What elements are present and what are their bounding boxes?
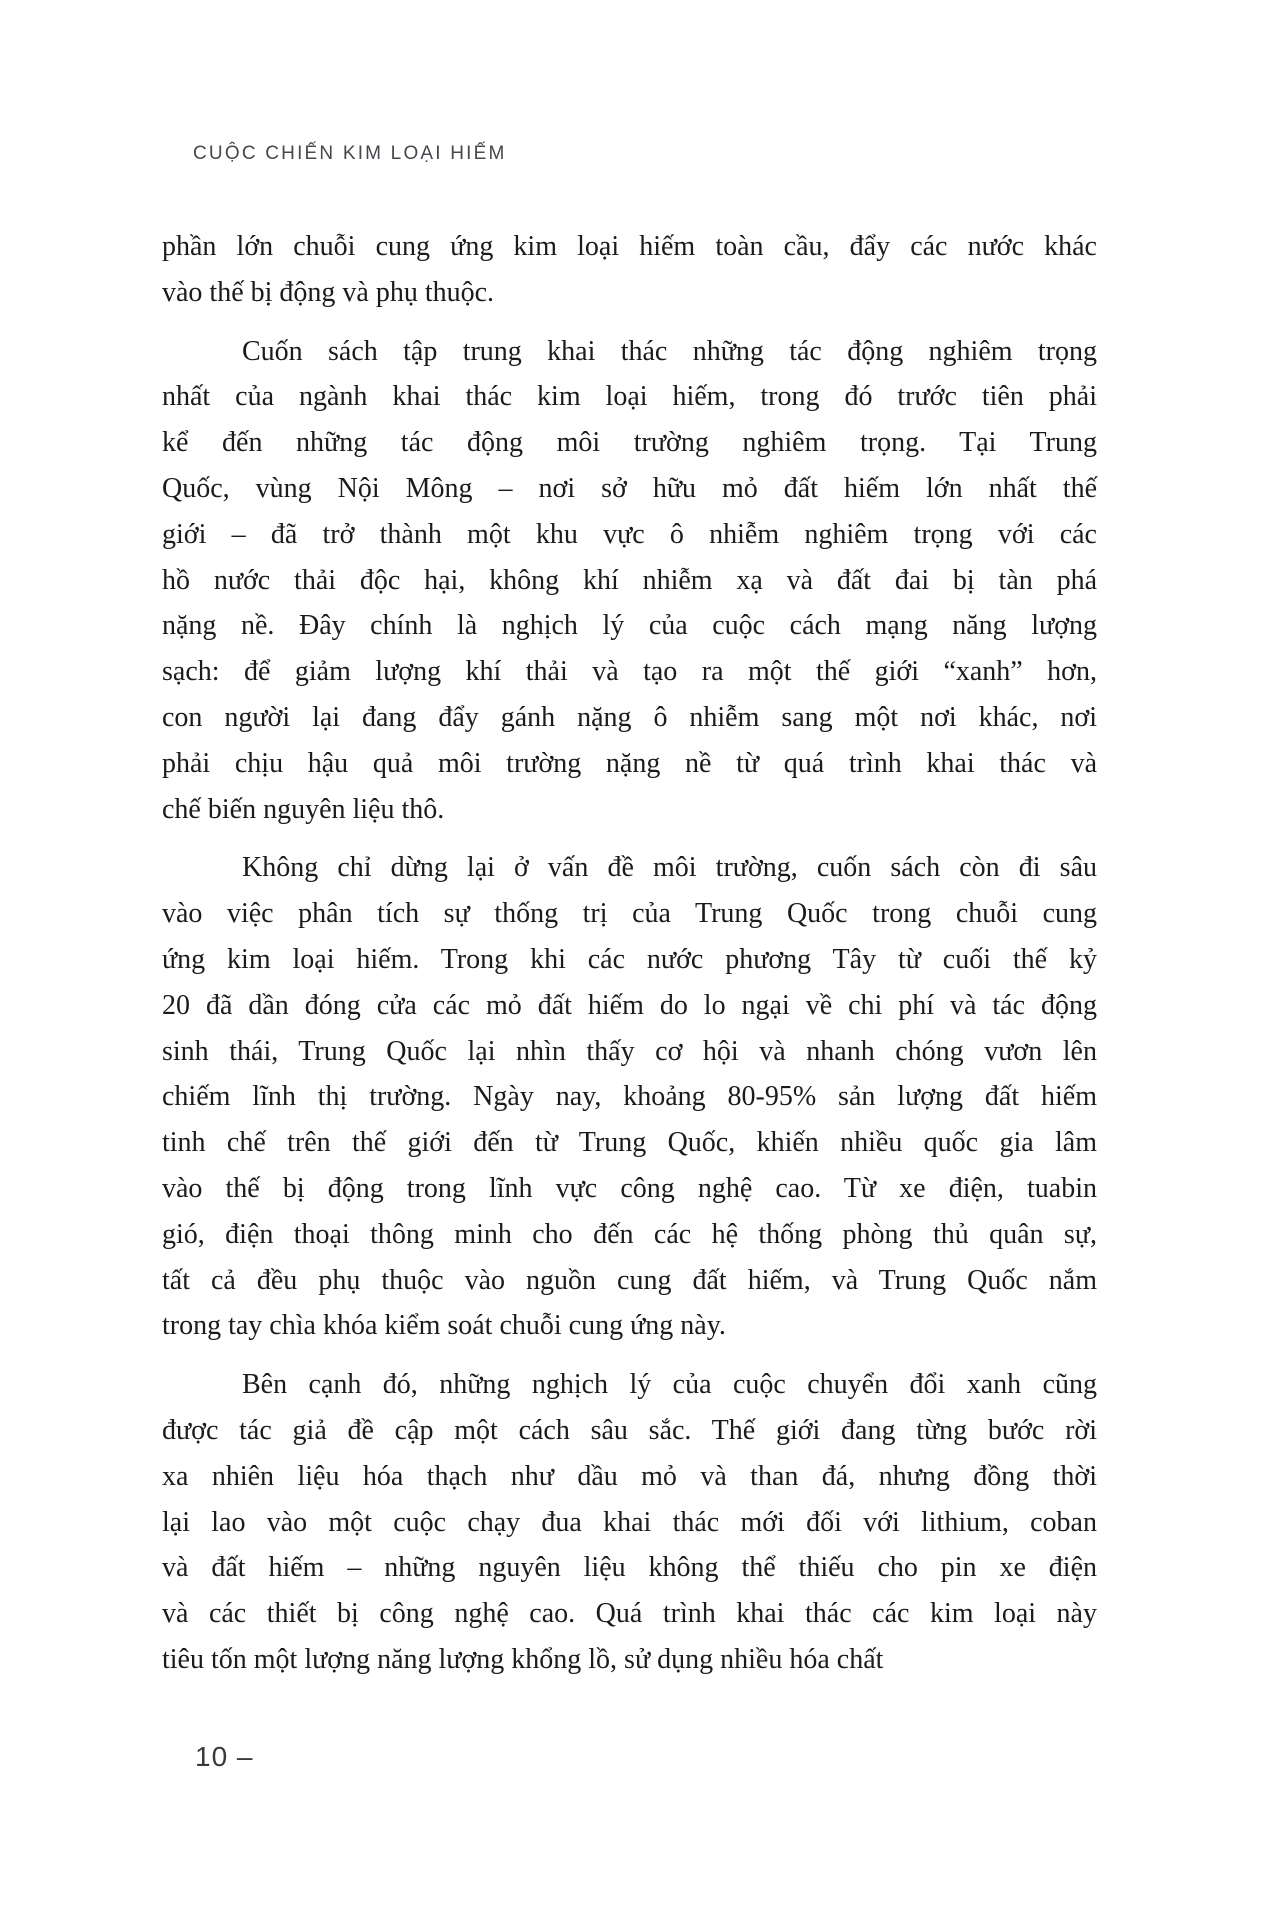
text-line: và các thiết bị công nghệ cao. Quá trình khai thác các kim loại này (162, 1598, 1097, 1630)
text-line: Không chỉ dừng lại ở vấn đề môi trường, cuốn sách còn đi sâu (242, 852, 1097, 884)
text-line: vào thế bị động và phụ thuộc. (162, 276, 495, 308)
text-line: Bên cạnh đó, những nghịch lý của cuộc chuyển đổi xanh cũng (242, 1369, 1097, 1401)
text-line: chiếm lĩnh thị trường. Ngày nay, khoảng 80-95% sản lượng đất hiếm (162, 1081, 1097, 1113)
text-line: Quốc, vùng Nội Mông – nơi sở hữu mỏ đất hiếm lớn nhất thế (162, 472, 1097, 504)
paragraph (162, 329, 1097, 833)
text-line: được tác giả đề cập một cách sâu sắc. Thế giới đang từng bước rời (162, 1414, 1097, 1446)
text-line: tất cả đều phụ thuộc vào nguồn cung đất hiếm, và Trung Quốc nắm (162, 1264, 1097, 1296)
text-line: xa nhiên liệu hóa thạch như dầu mỏ và than đá, nhưng đồng thời (162, 1460, 1097, 1492)
text-line: lại lao vào một cuộc chạy đua khai thác mới đối với lithium, coban (162, 1506, 1097, 1538)
running-head: CUỘC CHIẾN KIM LOẠI HIẾM (193, 143, 507, 164)
text-line: nặng nề. Đây chính là nghịch lý của cuộc cách mạng năng lượng (162, 610, 1097, 642)
text-line: phải chịu hậu quả môi trường nặng nề từ quá trình khai thác và (162, 747, 1097, 779)
text-line: sinh thái, Trung Quốc lại nhìn thấy cơ hội và nhanh chóng vươn lên (162, 1035, 1097, 1067)
text-line: tiêu tốn một lượng năng lượng khổng lồ, sử dụng nhiều hóa chất (162, 1643, 884, 1675)
paragraph (162, 224, 1097, 316)
text-line: Cuốn sách tập trung khai thác những tác động nghiêm trọng (242, 335, 1097, 367)
text-line: gió, điện thoại thông minh cho đến các hệ thống phòng thủ quân sự, (162, 1218, 1097, 1250)
text-line: phần lớn chuỗi cung ứng kim loại hiếm toàn cầu, đẩy các nước khác (162, 231, 1097, 262)
text-line: tinh chế trên thế giới đến từ Trung Quốc, khiến nhiều quốc gia lâm (162, 1127, 1097, 1159)
text-line: ứng kim loại hiếm. Trong khi các nước phương Tây từ cuối thế kỷ (162, 943, 1097, 975)
text-line: kể đến những tác động môi trường nghiêm trọng. Tại Trung (162, 427, 1097, 459)
text-line: giới – đã trở thành một khu vực ô nhiễm nghiêm trọng với các (162, 518, 1097, 550)
page-number: 10 – (195, 1741, 254, 1772)
text-line: nhất của ngành khai thác kim loại hiếm, trong đó trước tiên phải (162, 381, 1097, 413)
body-text (162, 224, 1097, 1683)
text-line: vào việc phân tích sự thống trị của Trung Quốc trong chuỗi cung (162, 898, 1097, 930)
text-line: và đất hiếm – những nguyên liệu không thể thiếu cho pin xe điện (162, 1552, 1097, 1584)
text-line: sạch: để giảm lượng khí thải và tạo ra một thế giới “xanh” hơn, (162, 656, 1097, 688)
text-line: hồ nước thải độc hại, không khí nhiễm xạ và đất đai bị tàn phá (162, 564, 1097, 596)
text-line: con người lại đang đẩy gánh nặng ô nhiễm sang một nơi khác, nơi (162, 701, 1097, 733)
paragraph (162, 845, 1097, 1349)
paragraph (162, 1362, 1097, 1683)
text-line: trong tay chìa khóa kiểm soát chuỗi cung ứng này. (162, 1310, 726, 1342)
text-line: chế biến nguyên liệu thô. (162, 793, 445, 825)
text-line: 20 đã dần đóng cửa các mỏ đất hiếm do lo ngại về chi phí và tác động (162, 989, 1097, 1021)
text-line: vào thế bị động trong lĩnh vực công nghệ cao. Từ xe điện, tuabin (162, 1172, 1097, 1204)
